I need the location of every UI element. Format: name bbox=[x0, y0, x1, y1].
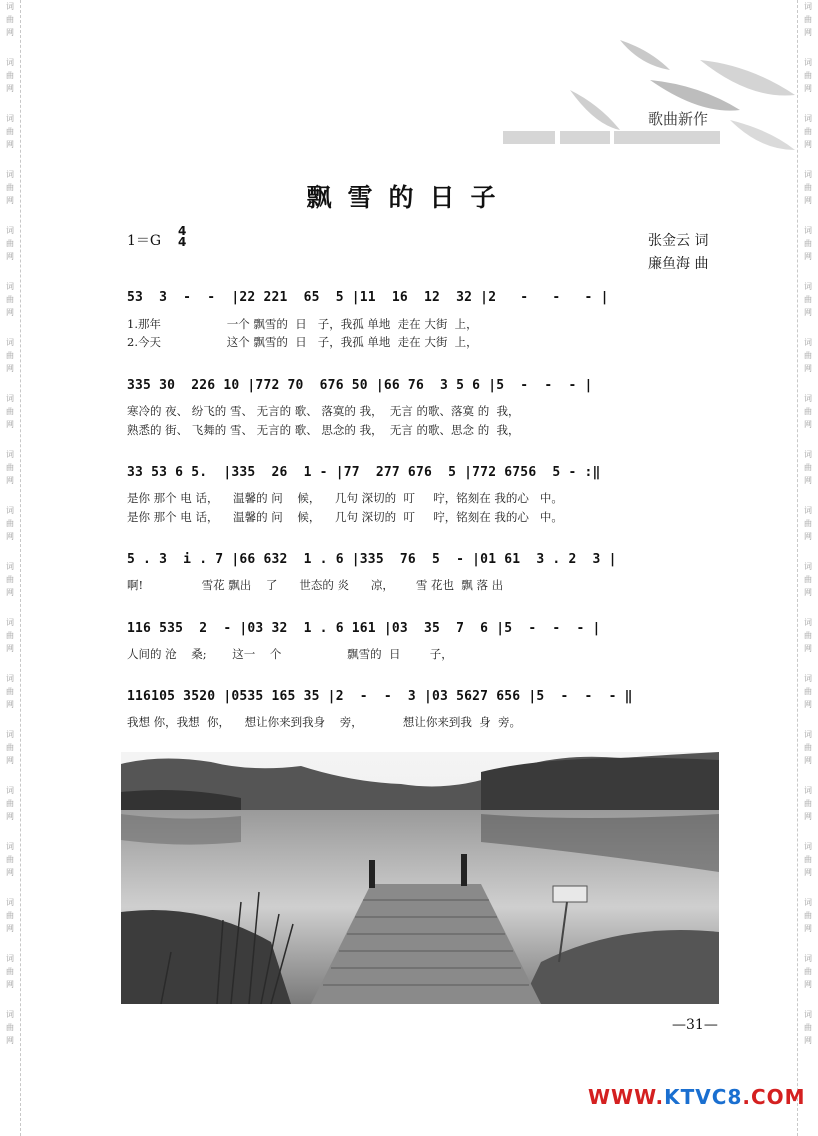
watermark-glyph: 网 bbox=[6, 140, 14, 149]
watermark-glyph: 词 bbox=[804, 954, 812, 963]
watermark-glyph: 词 bbox=[804, 786, 812, 795]
watermark-glyph: 曲 bbox=[6, 799, 14, 808]
watermark-glyph: 网 bbox=[6, 868, 14, 877]
watermark-glyph-group bbox=[800, 336, 816, 375]
watermark-glyph: 词 bbox=[6, 562, 14, 571]
watermark-glyph: 词 bbox=[6, 506, 14, 515]
watermark-glyph: 网 bbox=[6, 644, 14, 653]
watermark-glyph: 曲 bbox=[6, 911, 14, 920]
watermark-glyph: 词 bbox=[6, 282, 14, 291]
watermark-glyph-group bbox=[800, 840, 816, 879]
watermark-glyph: 曲 bbox=[6, 15, 14, 24]
watermark-glyph: 网 bbox=[6, 980, 14, 989]
watermark-glyph: 网 bbox=[6, 252, 14, 261]
watermark-glyph: 曲 bbox=[804, 687, 812, 696]
watermark-glyph: 曲 bbox=[804, 631, 812, 640]
watermark-glyph-group bbox=[2, 448, 18, 487]
score-line-notes: 33 53 6 5. |335 26 1 - |77 277 676 5 |772 6756 5 - :‖ bbox=[127, 465, 601, 480]
watermark-glyph: 网 bbox=[804, 700, 812, 709]
site-url-text: KTVC8 bbox=[664, 1085, 743, 1109]
watermark-glyph-group bbox=[2, 0, 18, 39]
site-url-text: WWW. bbox=[588, 1085, 665, 1109]
watermark-glyph: 网 bbox=[6, 84, 14, 93]
header-bar bbox=[560, 131, 610, 144]
score-line-lyrics: 寒冷的 夜、 纷飞的 雪、 无言的 歌、 落寞的 我， 无言 的歌、落寞 的 我， bbox=[127, 404, 520, 418]
watermark-glyph: 曲 bbox=[6, 183, 14, 192]
watermark-glyph-group bbox=[2, 840, 18, 879]
score-line-lyrics: 啊! 雪花 飘出 了 世态的 炎 凉， 雪 花也 飘 落 出 bbox=[127, 578, 504, 592]
watermark-glyph: 曲 bbox=[804, 967, 812, 976]
watermark-glyph: 曲 bbox=[6, 71, 14, 80]
watermark-glyph: 曲 bbox=[804, 911, 812, 920]
watermark-glyph: 词 bbox=[804, 58, 812, 67]
column-tag: 歌曲新作 bbox=[648, 110, 709, 128]
watermark-glyph-group bbox=[2, 952, 18, 991]
watermark-glyph: 网 bbox=[804, 420, 812, 429]
watermark-glyph: 词 bbox=[804, 394, 812, 403]
watermark-glyph: 网 bbox=[804, 308, 812, 317]
watermark-glyph: 网 bbox=[804, 364, 812, 373]
watermark-glyph: 网 bbox=[6, 1036, 14, 1045]
watermark-glyph-group bbox=[800, 952, 816, 991]
watermark-glyph: 词 bbox=[804, 506, 812, 515]
watermark-glyph: 网 bbox=[804, 812, 812, 821]
watermark-glyph: 词 bbox=[6, 898, 14, 907]
watermark-glyph: 词 bbox=[6, 2, 14, 11]
watermark-glyph: 词 bbox=[6, 338, 14, 347]
left-watermark bbox=[2, 0, 18, 1136]
watermark-glyph: 词 bbox=[804, 842, 812, 851]
watermark-glyph: 词 bbox=[6, 674, 14, 683]
watermark-glyph: 曲 bbox=[804, 855, 812, 864]
score-line-lyrics: 1.那年 一个 飘雪的 日 子，我孤 单地 走在 大街 上， bbox=[127, 317, 478, 331]
watermark-glyph: 词 bbox=[6, 730, 14, 739]
watermark-glyph-group bbox=[2, 392, 18, 431]
watermark-glyph: 词 bbox=[804, 338, 812, 347]
watermark-glyph: 曲 bbox=[6, 575, 14, 584]
watermark-glyph: 曲 bbox=[6, 687, 14, 696]
watermark-glyph: 曲 bbox=[804, 743, 812, 752]
header-bar bbox=[614, 131, 720, 144]
watermark-glyph: 词 bbox=[804, 114, 812, 123]
right-guide-line bbox=[797, 0, 798, 1136]
watermark-glyph: 词 bbox=[804, 562, 812, 571]
watermark-glyph: 网 bbox=[6, 588, 14, 597]
watermark-glyph: 网 bbox=[6, 532, 14, 541]
watermark-glyph: 词 bbox=[804, 450, 812, 459]
watermark-glyph: 网 bbox=[6, 308, 14, 317]
watermark-glyph: 网 bbox=[804, 588, 812, 597]
watermark-glyph-group bbox=[800, 392, 816, 431]
watermark-glyph: 网 bbox=[6, 812, 14, 821]
watermark-glyph: 词 bbox=[6, 786, 14, 795]
watermark-glyph: 曲 bbox=[804, 799, 812, 808]
watermark-glyph-group bbox=[2, 56, 18, 95]
watermark-glyph-group bbox=[2, 504, 18, 543]
watermark-glyph: 网 bbox=[804, 140, 812, 149]
header-bar bbox=[503, 131, 555, 144]
watermark-glyph: 曲 bbox=[6, 631, 14, 640]
watermark-glyph: 曲 bbox=[6, 407, 14, 416]
watermark-glyph: 曲 bbox=[6, 295, 14, 304]
left-guide-line bbox=[20, 0, 21, 1136]
watermark-glyph-group bbox=[800, 0, 816, 39]
score-line-notes: 116105 3520 |0535 165 35 |2 - - 3 |03 5627 656 |5 - - - ‖ bbox=[127, 689, 633, 704]
score-line-lyrics: 人间的 沧 桑; 这一 个 飘雪的 日 子， bbox=[127, 647, 453, 661]
score-line-notes: 53 3 - - |22 221 65 5 |11 16 12 32 |2 - - - | bbox=[127, 290, 609, 305]
site-url-watermark bbox=[588, 1085, 806, 1109]
watermark-glyph-group bbox=[2, 672, 18, 711]
watermark-glyph: 网 bbox=[6, 756, 14, 765]
watermark-glyph: 曲 bbox=[804, 15, 812, 24]
watermark-glyph: 网 bbox=[804, 924, 812, 933]
time-signature-top: 4 bbox=[178, 224, 187, 238]
watermark-glyph-group bbox=[800, 448, 816, 487]
watermark-glyph: 词 bbox=[804, 618, 812, 627]
watermark-glyph-group bbox=[800, 224, 816, 263]
watermark-glyph: 网 bbox=[804, 476, 812, 485]
score-line-lyrics: 是你 那个 电 话， 温馨的 问 候， 几句 深切的 叮 咛，铭刻在 我的心 中。 bbox=[127, 510, 563, 524]
lyricist-credit: 张金云 词 bbox=[648, 233, 709, 249]
watermark-glyph: 网 bbox=[6, 700, 14, 709]
watermark-glyph: 词 bbox=[6, 954, 14, 963]
watermark-glyph: 曲 bbox=[804, 183, 812, 192]
score-line-notes: 5 . 3 i . 7 |66 632 1 . 6 |335 76 5 - |01 61 3 . 2 3 | bbox=[127, 552, 617, 567]
watermark-glyph: 曲 bbox=[6, 967, 14, 976]
watermark-glyph-group bbox=[2, 784, 18, 823]
watermark-glyph-group bbox=[800, 728, 816, 767]
watermark-glyph-group bbox=[2, 728, 18, 767]
watermark-glyph: 曲 bbox=[6, 463, 14, 472]
watermark-glyph: 词 bbox=[6, 170, 14, 179]
watermark-glyph-group bbox=[800, 896, 816, 935]
watermark-glyph: 网 bbox=[6, 420, 14, 429]
watermark-glyph-group bbox=[2, 616, 18, 655]
watermark-glyph-group bbox=[2, 224, 18, 263]
watermark-glyph: 网 bbox=[804, 868, 812, 877]
watermark-glyph: 词 bbox=[804, 2, 812, 11]
watermark-glyph: 曲 bbox=[6, 519, 14, 528]
watermark-glyph: 网 bbox=[6, 924, 14, 933]
watermark-glyph: 词 bbox=[6, 842, 14, 851]
watermark-glyph: 曲 bbox=[6, 351, 14, 360]
watermark-glyph-group bbox=[800, 616, 816, 655]
watermark-glyph-group bbox=[800, 504, 816, 543]
watermark-glyph: 曲 bbox=[804, 71, 812, 80]
watermark-glyph: 网 bbox=[6, 476, 14, 485]
watermark-glyph: 词 bbox=[6, 114, 14, 123]
time-signature-bottom: 4 bbox=[178, 235, 187, 249]
score-line-notes: 116 535 2 - |03 32 1 . 6 161 |03 35 7 6 |5 - - - | bbox=[127, 621, 601, 636]
watermark-glyph: 词 bbox=[804, 226, 812, 235]
watermark-glyph: 曲 bbox=[804, 351, 812, 360]
composer-credit: 廉鱼海 曲 bbox=[648, 256, 709, 272]
watermark-glyph: 网 bbox=[6, 364, 14, 373]
watermark-glyph-group bbox=[2, 896, 18, 935]
watermark-glyph: 词 bbox=[804, 170, 812, 179]
watermark-glyph: 曲 bbox=[6, 743, 14, 752]
lake-dock-photo bbox=[121, 752, 719, 1004]
watermark-glyph: 网 bbox=[6, 196, 14, 205]
watermark-glyph: 曲 bbox=[804, 519, 812, 528]
song-title: 飘雪的日子 bbox=[306, 183, 512, 212]
score-line-lyrics: 我想 你，我想 你， 想让你来到我身 旁， 想让你来到我 身 旁。 bbox=[127, 715, 522, 729]
watermark-glyph: 词 bbox=[6, 394, 14, 403]
watermark-glyph: 网 bbox=[804, 196, 812, 205]
score-line-lyrics: 熟悉的 街、 飞舞的 雪、 无言的 歌、 思念的 我， 无言 的歌、思念 的 我， bbox=[127, 423, 520, 437]
watermark-glyph: 曲 bbox=[6, 855, 14, 864]
watermark-glyph: 曲 bbox=[804, 575, 812, 584]
watermark-glyph: 曲 bbox=[6, 1023, 14, 1032]
watermark-glyph-group bbox=[2, 280, 18, 319]
watermark-glyph: 曲 bbox=[804, 239, 812, 248]
watermark-glyph-group bbox=[800, 672, 816, 711]
watermark-glyph: 词 bbox=[6, 1010, 14, 1019]
score-line-lyrics: 是你 那个 电 话， 温馨的 问 候， 几句 深切的 叮 咛，铭刻在 我的心 中。 bbox=[127, 491, 563, 505]
watermark-glyph-group bbox=[800, 560, 816, 599]
watermark-glyph: 词 bbox=[6, 618, 14, 627]
watermark-glyph: 词 bbox=[6, 58, 14, 67]
watermark-glyph: 词 bbox=[804, 282, 812, 291]
watermark-glyph-group bbox=[2, 1008, 18, 1047]
watermark-glyph: 曲 bbox=[804, 127, 812, 136]
watermark-glyph: 曲 bbox=[6, 239, 14, 248]
watermark-glyph: 词 bbox=[804, 730, 812, 739]
watermark-glyph: 网 bbox=[804, 980, 812, 989]
watermark-glyph-group bbox=[800, 56, 816, 95]
watermark-glyph: 词 bbox=[804, 674, 812, 683]
page-number: —31— bbox=[672, 1017, 718, 1033]
key-signature: 1＝G bbox=[127, 233, 162, 249]
watermark-glyph: 曲 bbox=[804, 295, 812, 304]
watermark-glyph: 词 bbox=[6, 226, 14, 235]
watermark-glyph: 网 bbox=[6, 28, 14, 37]
watermark-glyph: 曲 bbox=[6, 127, 14, 136]
watermark-glyph: 词 bbox=[804, 898, 812, 907]
watermark-glyph-group bbox=[2, 336, 18, 375]
site-url-text: .COM bbox=[742, 1085, 806, 1109]
watermark-glyph: 网 bbox=[804, 28, 812, 37]
watermark-glyph: 词 bbox=[804, 1010, 812, 1019]
watermark-glyph: 网 bbox=[804, 1036, 812, 1045]
watermark-glyph-group bbox=[2, 112, 18, 151]
watermark-glyph: 词 bbox=[6, 450, 14, 459]
watermark-glyph-group bbox=[800, 1008, 816, 1047]
right-watermark bbox=[800, 0, 816, 1136]
watermark-glyph: 网 bbox=[804, 252, 812, 261]
score-line-notes: 335 30 226 10 |772 70 676 50 |66 76 3 5 6 |5 - - - | bbox=[127, 378, 593, 393]
watermark-glyph-group bbox=[800, 280, 816, 319]
watermark-glyph: 曲 bbox=[804, 407, 812, 416]
score-line-lyrics: 2.今天 这个 飘雪的 日 子，我孤 单地 走在 大街 上， bbox=[127, 335, 478, 349]
watermark-glyph: 网 bbox=[804, 84, 812, 93]
watermark-glyph: 曲 bbox=[804, 463, 812, 472]
watermark-glyph-group bbox=[2, 560, 18, 599]
watermark-glyph: 曲 bbox=[804, 1023, 812, 1032]
watermark-glyph-group bbox=[800, 784, 816, 823]
watermark-glyph: 网 bbox=[804, 644, 812, 653]
watermark-glyph: 网 bbox=[804, 756, 812, 765]
time-signature bbox=[178, 226, 186, 248]
watermark-glyph: 网 bbox=[804, 532, 812, 541]
watermark-glyph-group bbox=[800, 112, 816, 151]
